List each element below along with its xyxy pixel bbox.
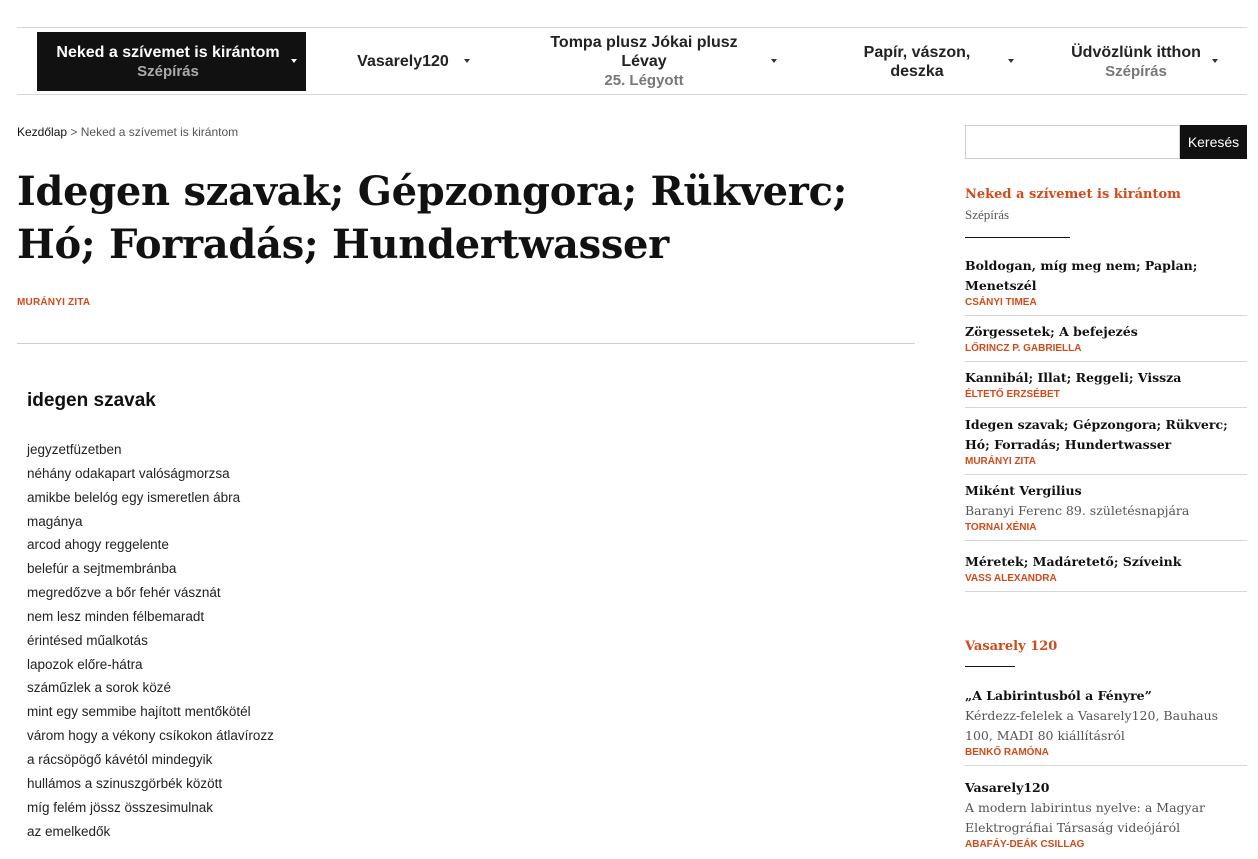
poem-line: nem lesz minden félbemaradt [27, 608, 205, 624]
poem-line: mint egy semmibe hajított mentőkötél [27, 704, 251, 720]
sidebar-article-item[interactable] [965, 686, 1247, 766]
sidebar-article-subtitle: A modern labirintus nyelve: a Magyar Elektrográfiai Társaság videójáról [965, 800, 1206, 835]
poem-line: száműzlek a sorok közé [27, 680, 172, 696]
sidebar-article-author[interactable]: LŐRINCZ P. GABRIELLA [965, 343, 1082, 354]
caret-down-icon [464, 59, 470, 63]
sidebar-article-author[interactable]: ABAFÁY-DEÁK CSILLAG [965, 839, 1085, 850]
nav-item-neked[interactable] [37, 32, 306, 91]
sidebar-section-title-link[interactable]: Vasarely 120 [965, 639, 1058, 654]
nav-item-label: Neked a szívemet is kirántom [56, 43, 280, 61]
poem-line: míg felém jössz összesimulnak [27, 799, 214, 815]
poem-title: idegen szavak [27, 390, 156, 411]
poem-line: hullámos a szinuszgörbék között [27, 775, 223, 791]
breadcrumb [17, 125, 238, 139]
caret-down-icon [771, 59, 777, 63]
nav-item-label: Papír, vászon, deszka [863, 43, 971, 80]
sidebar-article-item[interactable] [965, 368, 1247, 408]
breadcrumb-home-link[interactable]: Kezdőlap [17, 125, 68, 139]
nav-item-label: Tompa plusz Jókai plusz Lévay [550, 34, 738, 70]
poem-line: amikbe belelóg egy ismeretlen ábra [27, 489, 241, 505]
sidebar-article-author[interactable]: VASS ALEXANDRA [965, 573, 1057, 584]
poem-line: magánya [27, 513, 83, 529]
sidebar-article-author[interactable]: ÉLTETŐ ERZSÉBET [965, 389, 1060, 400]
poem-line: megredőzve a bőr fehér vásznát [27, 585, 221, 601]
sidebar-article-subtitle: Kérdezz-felelek a Vasarely120, Bauhaus 100, MADI 80 kiállításról [965, 708, 1219, 743]
caret-down-icon [1212, 59, 1218, 63]
sidebar-article-item[interactable] [965, 778, 1247, 857]
poem-line: lapozok előre-hátra [27, 656, 143, 672]
main-navigation [17, 27, 1247, 95]
sidebar-article-title[interactable]: Idegen szavak; Gépzongora; Rükverc; Hó; Forradás; Hundertwasser [965, 417, 1228, 452]
search-button[interactable]: Keresés [1180, 125, 1247, 159]
sidebar-article-item[interactable] [965, 256, 1247, 316]
nav-item-label: Vasarely120 [357, 53, 449, 70]
sidebar-article-title[interactable]: Zörgessetek; A befejezés [965, 324, 1138, 339]
poem-line: az emelkedők [27, 823, 111, 839]
sidebar-article-title[interactable]: Kannibál; Illat; Reggeli; Vissza [965, 370, 1182, 385]
sidebar-article-item[interactable] [965, 322, 1247, 362]
poem-body [27, 438, 274, 843]
search-input[interactable] [965, 125, 1180, 159]
poem-line: belefúr a sejtmembránba [27, 561, 177, 577]
poem-line: néhány odakapart valóságmorzsa [27, 465, 230, 481]
sidebar-article-title[interactable]: Miként Vergilius [965, 483, 1082, 498]
caret-down-icon [291, 59, 297, 63]
caret-down-icon [1008, 59, 1014, 63]
breadcrumb-separator: > [67, 125, 81, 139]
poem-line: jegyzetfüzetben [27, 442, 122, 457]
sidebar-article-title[interactable]: Méretek; Madáretető; Szíveink [965, 554, 1182, 569]
article-title: Idegen szavak; Gépzongora; Rükverc; Hó; Forradás; Hundertwasser [17, 168, 848, 268]
sidebar-article-author[interactable]: MURÁNYI ZITA [965, 456, 1036, 467]
nav-item-label: Üdvözlünk itthon [1071, 43, 1201, 61]
nav-item-sublabel: 25. Légyott [604, 72, 684, 89]
nav-item-papir[interactable] [835, 32, 1020, 91]
poem-line: arcod ahogy reggelente [27, 537, 169, 553]
poem-line: várom hogy a vékony csíkokon átlavírozz [27, 728, 274, 744]
poem-line: érintésed műalkotás [27, 632, 148, 648]
sidebar-article-item[interactable] [965, 415, 1247, 475]
sidebar-article-subtitle: Baranyi Ferenc 89. születésnapjára [965, 503, 1190, 518]
sidebar-article-title[interactable]: Boldogan, míg meg nem; Paplan; Menetszél [965, 258, 1198, 293]
section-rule [965, 666, 1015, 667]
section-rule [965, 237, 1070, 238]
sidebar-article-title[interactable]: „A Labirintusból a Fényre” [965, 688, 1152, 703]
article-author-link[interactable]: MURÁNYI ZITA [17, 297, 91, 308]
poem-line: a rácsöpögő kávétól mindegyik [27, 751, 213, 767]
sidebar-article-author[interactable]: BENKŐ RAMÓNA [965, 747, 1049, 758]
nav-item-udvozlunk[interactable] [1070, 32, 1230, 91]
sidebar-article-author[interactable]: CSÁNYI TIMEA [965, 297, 1037, 308]
sidebar-article-item[interactable] [965, 481, 1247, 541]
sidebar-article-author[interactable]: TORNAI XÉNIA [965, 522, 1037, 533]
sidebar-article-title[interactable]: Vasarely120 [965, 780, 1050, 795]
sidebar-section-title-link[interactable]: Neked a szívemet is kirántom [965, 187, 1181, 202]
nav-item-sublabel: Szépírás [1105, 62, 1167, 80]
sidebar-section-subtitle: Szépírás [965, 207, 1010, 222]
nav-item-vasarely120[interactable] [347, 32, 477, 91]
breadcrumb-current-link[interactable]: Neked a szívemet is kirántom [80, 125, 239, 139]
nav-item-tompa[interactable] [527, 32, 787, 91]
divider [17, 343, 915, 344]
nav-item-sublabel: Szépírás [137, 62, 199, 80]
sidebar-article-item[interactable] [965, 552, 1247, 592]
